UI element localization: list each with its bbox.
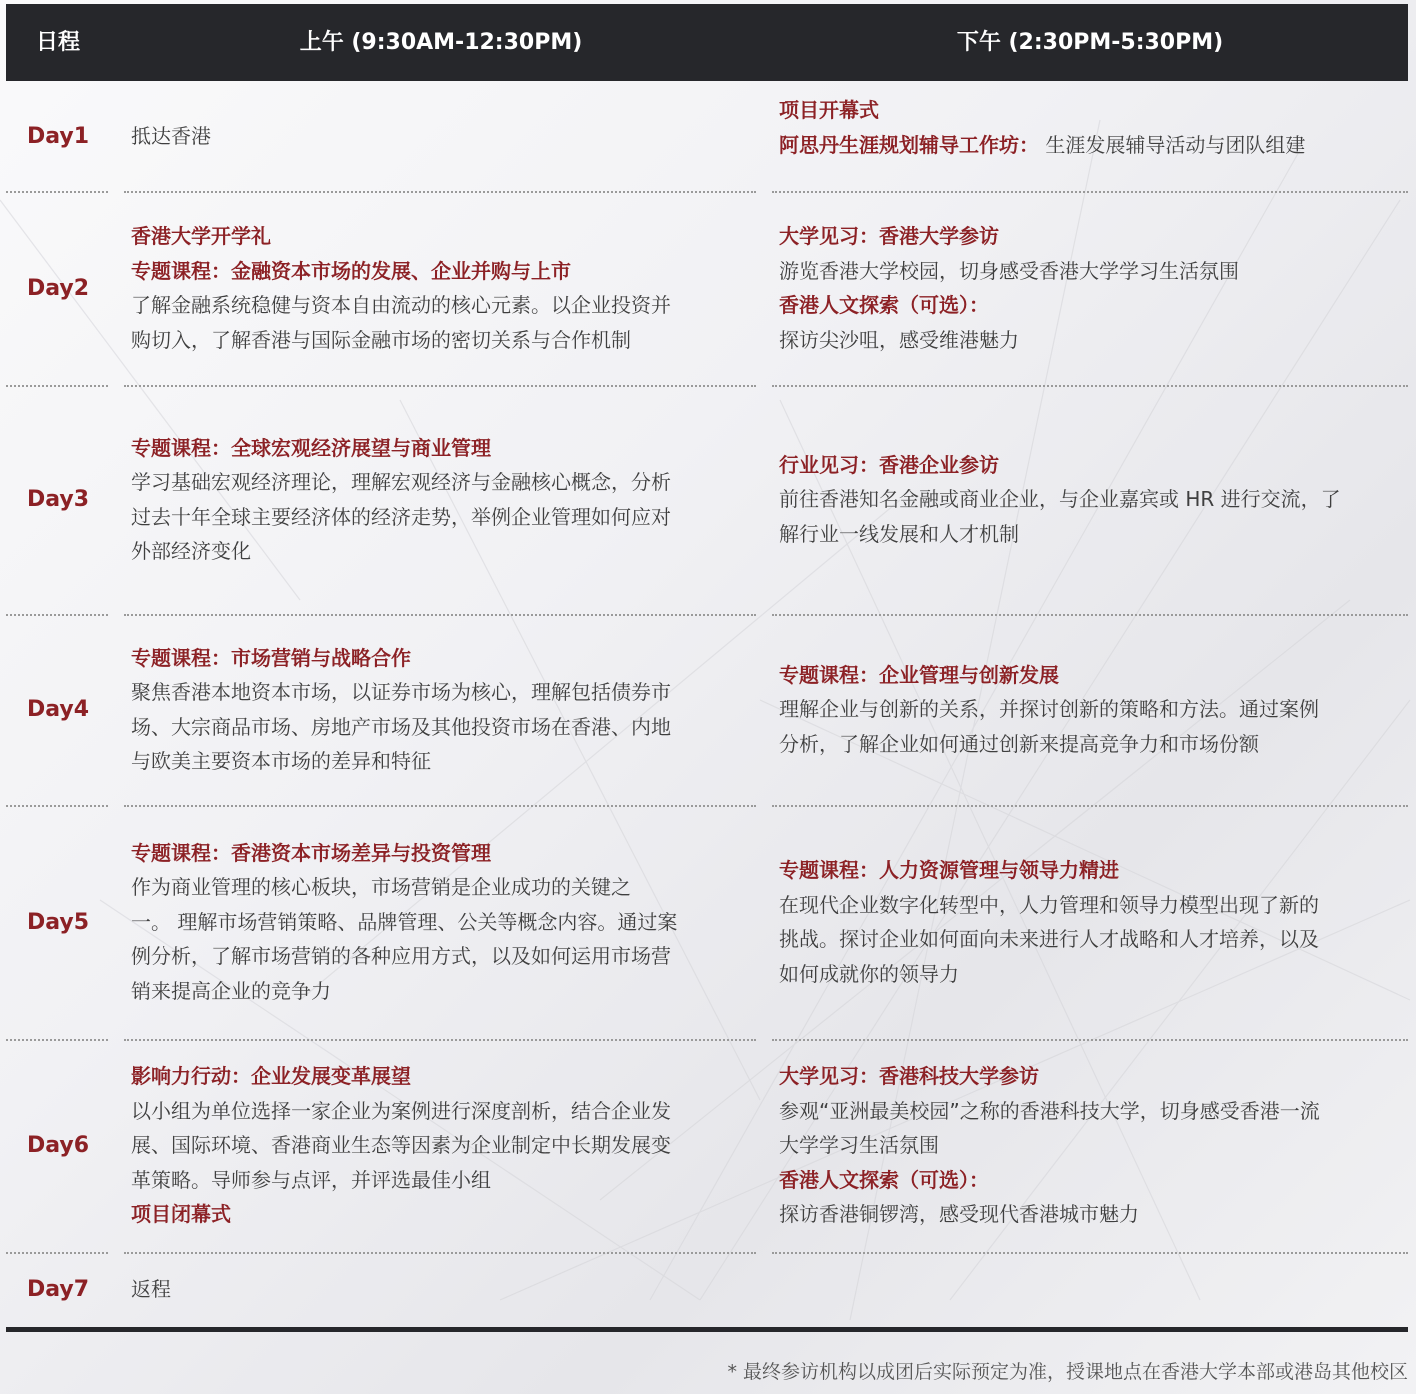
afternoon-cell bbox=[779, 1039, 1403, 1252]
row-divider bbox=[772, 1252, 1408, 1254]
cell-line bbox=[779, 93, 1403, 128]
cell-line bbox=[779, 1197, 1403, 1232]
cell-line bbox=[131, 744, 751, 779]
session-description: 场、大宗商品市场、房地产市场及其他投资市场在香港、内地 bbox=[131, 714, 671, 739]
session-description: 以小组为单位选择一家企业为案例进行深度剖析，结合企业发 bbox=[131, 1098, 671, 1123]
session-description: 参观“亚洲最美校园”之称的香港科技大学，切身感受香港一流 bbox=[779, 1098, 1320, 1123]
cell-line bbox=[779, 1094, 1403, 1129]
row-divider bbox=[124, 385, 756, 387]
session-title: 香港人文探索（可选）： bbox=[779, 1167, 989, 1192]
cell-line bbox=[131, 500, 751, 535]
afternoon-cell bbox=[779, 73, 1403, 182]
session-description: 了解金融系统稳健与资本自由流动的核心元素。以企业投资并 bbox=[131, 293, 671, 317]
session-title: 香港大学开学礼 bbox=[131, 224, 271, 248]
cell-line bbox=[779, 692, 1403, 727]
session-title: 专题课程：人力资源管理与领导力精进 bbox=[779, 858, 1119, 882]
session-description: 探访尖沙咀，感受维港魅力 bbox=[779, 327, 1019, 352]
row-divider bbox=[124, 805, 756, 807]
cell-line bbox=[131, 1059, 751, 1094]
header-afternoon: 下午 (2:30PM-5:30PM) bbox=[956, 30, 1224, 55]
session-description: 外部经济变化 bbox=[131, 539, 251, 563]
header-morning: 上午 (9:30AM-12:30PM) bbox=[299, 30, 583, 55]
row-divider bbox=[772, 614, 1408, 616]
row-divider bbox=[6, 805, 108, 807]
morning-cell bbox=[131, 191, 751, 385]
row-divider bbox=[124, 1039, 756, 1041]
morning-cell bbox=[131, 1252, 751, 1327]
session-description: 理解企业与创新的关系，并探讨创新的策略和方法。通过案例 bbox=[779, 697, 1319, 722]
session-title: 专题课程：市场营销与战略合作 bbox=[131, 645, 411, 670]
session-description: 如何成就你的领导力 bbox=[779, 961, 959, 986]
session-description: 探访香港铜锣湾，感受现代香港城市魅力 bbox=[779, 1202, 1139, 1227]
schedule-row-3 bbox=[6, 385, 1408, 614]
table-bottom-rule bbox=[6, 1327, 1408, 1332]
session-description: 例分析，了解市场营销的各种应用方式，以及如何运用市场营 bbox=[131, 944, 671, 969]
day-label: Day1 bbox=[26, 124, 90, 149]
cell-line bbox=[131, 534, 751, 569]
cell-line bbox=[779, 922, 1403, 957]
session-description: 挑战。探讨企业如何面向未来进行人才战略和人才培养，以及 bbox=[779, 927, 1319, 951]
cell-line bbox=[131, 710, 751, 745]
row-divider bbox=[124, 1252, 756, 1254]
morning-cell bbox=[131, 1039, 751, 1252]
cell-line bbox=[779, 888, 1403, 923]
session-title: 大学见习：香港大学参访 bbox=[779, 224, 999, 248]
session-title: 行业见习：香港企业参访 bbox=[779, 452, 999, 477]
cell-line bbox=[131, 119, 751, 154]
row-divider bbox=[6, 1039, 108, 1041]
cell-line bbox=[131, 1163, 751, 1198]
cell-line bbox=[131, 288, 751, 323]
cell-line bbox=[779, 482, 1403, 517]
cell-line bbox=[131, 939, 751, 974]
cell-line bbox=[131, 905, 751, 940]
cell-line bbox=[779, 219, 1403, 254]
row-divider bbox=[6, 614, 108, 616]
day-label: Day3 bbox=[26, 487, 90, 512]
session-description: 一。 理解市场营销策略、品牌管理、公关等概念内容。通过案 bbox=[131, 909, 678, 934]
cell-line bbox=[131, 1197, 751, 1232]
afternoon-cell bbox=[779, 1252, 1403, 1327]
day-label: Day4 bbox=[26, 697, 90, 722]
session-title: 香港人文探索（可选）： bbox=[779, 293, 989, 317]
session-description: 革策略。导师参与点评，并评选最佳小组 bbox=[131, 1167, 491, 1192]
session-description: 聚焦香港本地资本市场，以证券市场为核心，理解包括债券市 bbox=[131, 680, 671, 704]
cell-line bbox=[131, 836, 751, 871]
session-description: 解行业一线发展和人才机制 bbox=[779, 521, 1019, 546]
cell-line bbox=[131, 323, 751, 358]
cell-line bbox=[779, 288, 1403, 323]
session-description: 作为商业管理的核心板块，市场营销是企业成功的关键之 bbox=[131, 875, 631, 900]
morning-cell bbox=[131, 82, 751, 191]
day-label: Day2 bbox=[26, 275, 90, 301]
session-description: 学习基础宏观经济理论，理解宏观经济与金融核心概念，分析 bbox=[131, 470, 671, 494]
afternoon-cell bbox=[779, 385, 1403, 614]
cell-line bbox=[131, 219, 751, 254]
table-header bbox=[6, 4, 1408, 81]
session-description: 前往香港知名金融或商业企业，与企业嘉宾或 HR 进行交流，了 bbox=[779, 487, 1341, 512]
session-description: 在现代企业数字化转型中，人力管理和领导力模型出现了新的 bbox=[779, 892, 1319, 917]
day-label: Day7 bbox=[26, 1277, 90, 1302]
cell-line bbox=[131, 465, 751, 500]
day-label: Day5 bbox=[26, 909, 90, 935]
cell-line bbox=[779, 1059, 1403, 1094]
row-divider bbox=[772, 191, 1408, 193]
cell-line bbox=[779, 517, 1403, 552]
schedule-row-1 bbox=[6, 82, 1408, 191]
cell-line bbox=[779, 727, 1403, 762]
cell-line bbox=[779, 448, 1403, 483]
cell-line bbox=[131, 974, 751, 1009]
session-title: 项目闭幕式 bbox=[131, 1202, 231, 1227]
session-description: 返程 bbox=[131, 1277, 171, 1302]
session-description: 游览香港大学校园，切身感受香港大学学习生活氛围 bbox=[779, 258, 1239, 283]
row-divider bbox=[6, 191, 108, 193]
cell-line bbox=[131, 1128, 751, 1163]
cell-line bbox=[131, 431, 751, 466]
morning-cell bbox=[131, 805, 751, 1039]
session-title: 专题课程：全球宏观经济展望与商业管理 bbox=[131, 435, 491, 460]
cell-line bbox=[779, 254, 1403, 289]
afternoon-cell bbox=[779, 805, 1403, 1039]
afternoon-cell bbox=[779, 191, 1403, 385]
cell-line bbox=[779, 957, 1403, 992]
row-divider bbox=[124, 614, 756, 616]
cell-line bbox=[131, 254, 751, 289]
cell-line bbox=[131, 641, 751, 676]
row-divider bbox=[772, 1039, 1408, 1041]
row-divider bbox=[772, 805, 1408, 807]
session-description: 大学学习生活氛围 bbox=[779, 1133, 939, 1158]
row-divider bbox=[6, 385, 108, 387]
day-label: Day6 bbox=[26, 1133, 90, 1158]
session-title: 专题课程：香港资本市场差异与投资管理 bbox=[131, 840, 491, 865]
session-title: 专题课程：企业管理与创新发展 bbox=[779, 662, 1059, 687]
session-description: 分析，了解企业如何通过创新来提高竞争力和市场份额 bbox=[779, 731, 1259, 756]
session-description: 销来提高企业的竞争力 bbox=[131, 978, 331, 1003]
cell-line bbox=[131, 675, 751, 710]
cell-line bbox=[779, 853, 1403, 888]
schedule-row-6 bbox=[6, 1039, 1408, 1252]
schedule-row-7 bbox=[6, 1252, 1408, 1327]
morning-cell bbox=[131, 385, 751, 614]
row-divider bbox=[6, 1252, 108, 1254]
morning-cell bbox=[131, 614, 751, 805]
cell-line bbox=[779, 1163, 1403, 1198]
session-title: 专题课程：金融资本市场的发展、企业并购与上市 bbox=[131, 258, 571, 283]
header-day: 日程 bbox=[35, 30, 80, 55]
session-title: 项目开幕式 bbox=[779, 98, 879, 122]
session-description: 抵达香港 bbox=[131, 124, 211, 149]
schedule-row-4 bbox=[6, 614, 1408, 805]
cell-line bbox=[779, 323, 1403, 358]
session-description: 购切入，了解香港与国际金融市场的密切关系与合作机制 bbox=[131, 327, 631, 352]
cell-line bbox=[131, 1272, 751, 1307]
session-description: 生涯发展辅导活动与团队组建 bbox=[1039, 132, 1306, 157]
cell-line bbox=[779, 1128, 1403, 1163]
session-title: 阿思丹生涯规划辅导工作坊： bbox=[779, 132, 1039, 157]
session-title: 影响力行动：企业发展变革展望 bbox=[131, 1064, 411, 1089]
session-description: 展、国际环境、香港商业生态等因素为企业制定中长期发展变 bbox=[131, 1133, 671, 1158]
footnote: * 最终参访机构以成团后实际预定为准，授课地点在香港大学本部或港岛其他校区 bbox=[727, 1361, 1408, 1383]
session-title: 大学见习：香港科技大学参访 bbox=[779, 1064, 1039, 1089]
cell-line bbox=[779, 658, 1403, 693]
row-divider bbox=[124, 191, 756, 193]
row-divider bbox=[772, 385, 1408, 387]
schedule-row-2 bbox=[6, 191, 1408, 385]
afternoon-cell bbox=[779, 614, 1403, 805]
session-description: 与欧美主要资本市场的差异和特征 bbox=[131, 749, 431, 773]
session-description: 过去十年全球主要经济体的经济走势，举例企业管理如何应对 bbox=[131, 504, 671, 529]
cell-line bbox=[131, 1094, 751, 1129]
cell-line bbox=[779, 128, 1403, 163]
schedule-row-5 bbox=[6, 805, 1408, 1039]
cell-line bbox=[131, 870, 751, 905]
